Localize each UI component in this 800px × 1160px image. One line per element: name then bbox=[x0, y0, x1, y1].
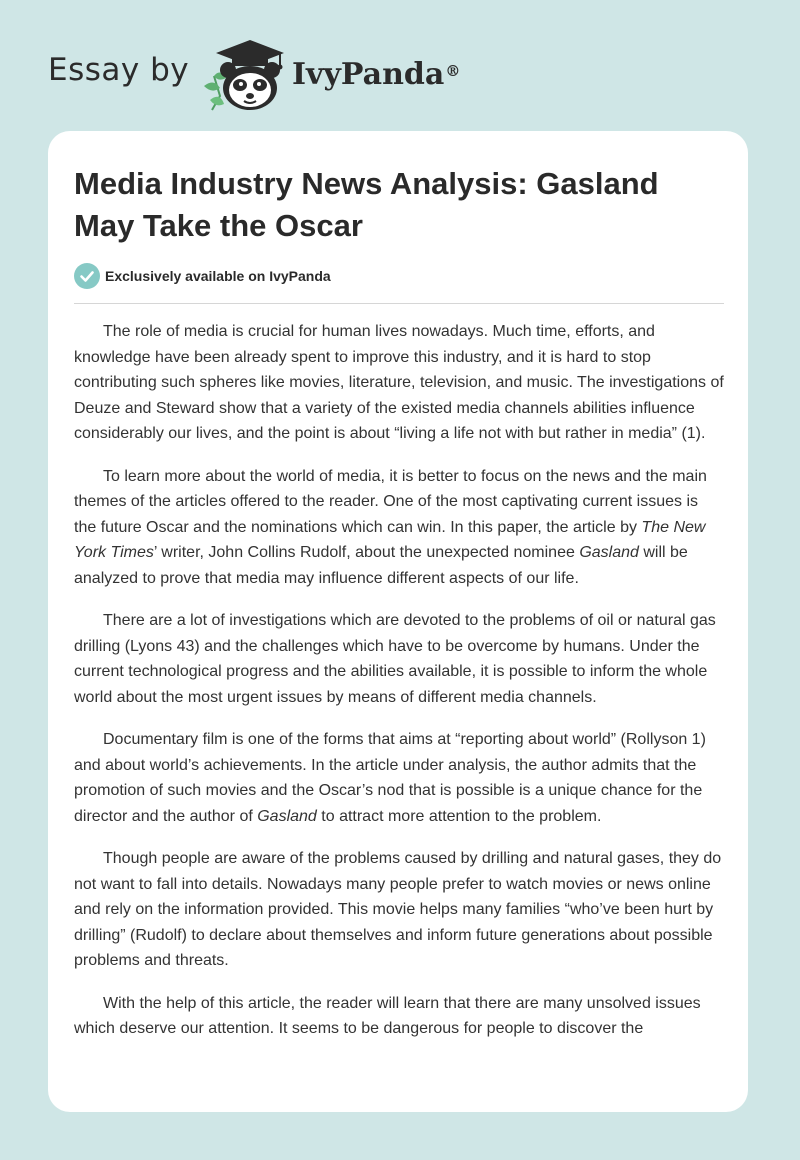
paragraph-text: The role of media is crucial for human lives nowadays. Much time, efforts, and knowledge have been already spent to improve this industry, and it is hard to stop contributing such spheres like movies, literature, television, and music. The investigations of Deuze and Steward show that a variety of the existed media channels abilities influence considerably our lives, and the point is about “living a life not with but rather in media” (1). bbox=[74, 323, 724, 442]
italic-title-text: Gasland bbox=[257, 807, 317, 825]
exclusive-badge-label: Exclusively available on IvyPanda bbox=[105, 268, 331, 284]
article-paragraph bbox=[74, 727, 724, 829]
article-paragraph bbox=[74, 464, 724, 592]
paragraph-text: To learn more about the world of media, it is better to focus on the news and the main themes of the articles offered to the reader. One of the most captivating current issues is the future Oscar and the nominations which can win. In this paper, the article by bbox=[74, 467, 707, 536]
paragraph-text: Documentary film is one of the forms that aims at “reporting about world” (Rollyson 1) and about world’s achievements. In the article under analysis, the author admits that the promotion of such movies and the Oscar’s nod that is possible is a unique chance for the director and the author of bbox=[74, 731, 706, 825]
paragraph-text: to attract more attention to the problem. bbox=[316, 807, 602, 825]
article-paragraph bbox=[74, 846, 724, 974]
brand-name bbox=[292, 55, 460, 95]
ivy-leaf-icon bbox=[204, 72, 226, 110]
article-card bbox=[48, 131, 748, 1112]
article-paragraph bbox=[74, 991, 724, 1042]
site-header bbox=[0, 0, 800, 120]
italic-title-text: Gasland bbox=[579, 544, 639, 561]
registered-mark: ® bbox=[445, 62, 461, 80]
article-body bbox=[74, 319, 724, 1059]
article-title: Media Industry News Analysis: Gasland May Take the Oscar bbox=[74, 166, 659, 243]
brand-name-text: IvyPanda bbox=[292, 57, 445, 92]
paragraph-text: will be analyzed to prove that media may influence different aspects of our life. bbox=[74, 544, 688, 587]
checkmark-icon bbox=[74, 263, 100, 289]
paragraph-text: With the help of this article, the reader will learn that there are many unsolved issues which deserve our attention. It seems to be dangerous for people to discover the bbox=[74, 994, 701, 1037]
panda-graduate-logo-icon bbox=[200, 36, 290, 112]
article-paragraph bbox=[74, 319, 724, 447]
article-paragraph bbox=[74, 608, 724, 710]
paragraph-text: There are a lot of investigations which are devoted to the problems of oil or natural gas drilling (Lyons 43) and the challenges which have to be overcome by humans. Under the current technological progress and the abilities available, it is possible to inform the whole world about the most urgent issues by means of different media channels. bbox=[74, 612, 716, 706]
title-divider bbox=[74, 303, 724, 304]
italic-title-text: The New York Times bbox=[74, 518, 706, 561]
paragraph-text: Though people are aware of the problems caused by drilling and natural gases, they do not want to fall into details. Nowadays many people prefer to watch movies or news online and rely on the information provided. This movie helps many families “who’ve been hurt by drilling” (Rudolf) to declare about themselves and inform future generations about possible problems and threats. bbox=[74, 850, 722, 969]
essay-by-label: Essay by bbox=[48, 52, 190, 88]
paragraph-text: ’ writer, John Collins Rudolf, about the unexpected nominee bbox=[153, 544, 580, 561]
